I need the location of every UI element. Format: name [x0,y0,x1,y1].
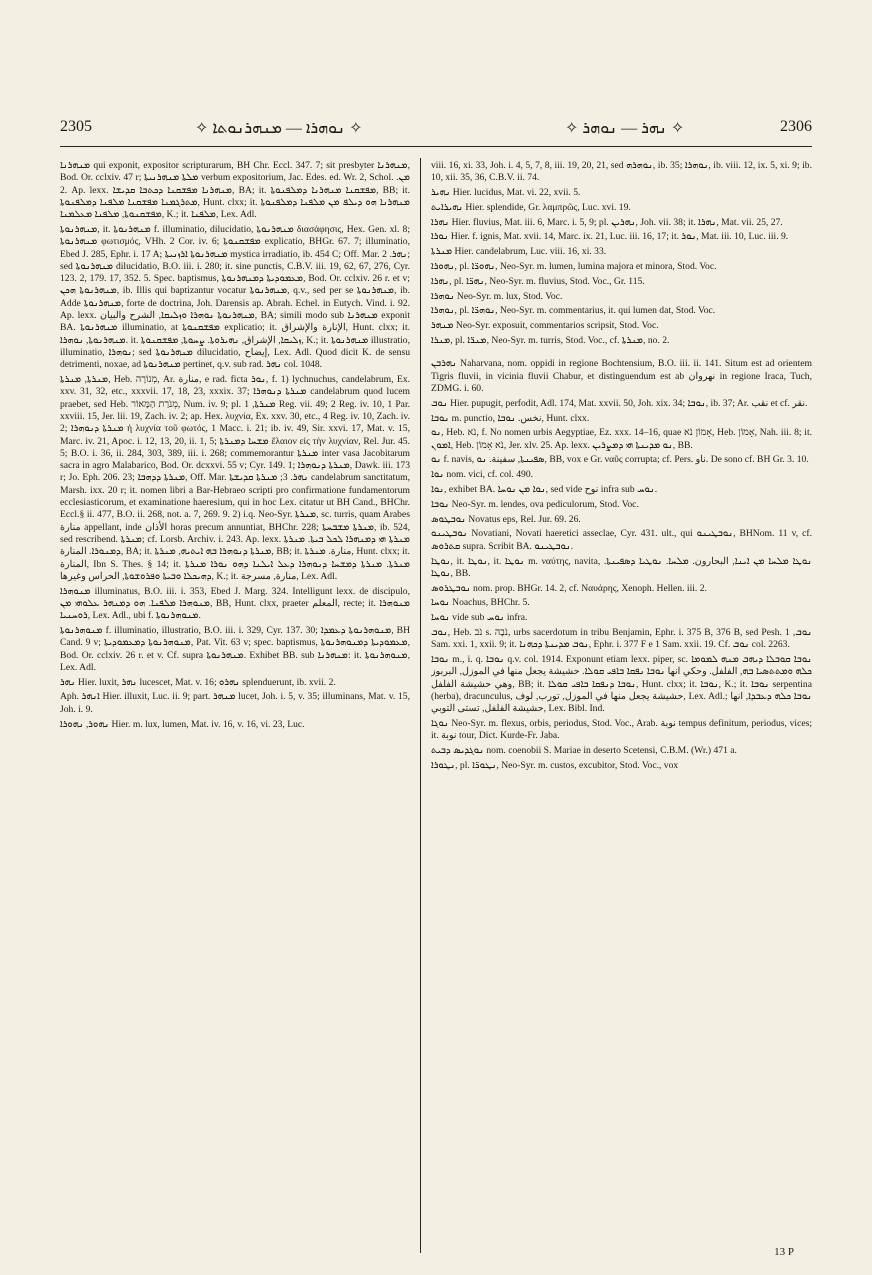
dictionary-entry: ܢܗܝܪܐܝܬ Hier. splendide, Gr. λαμπρῶς, Luc. xvi. 19. [431,201,631,213]
dictionary-entry: ܡܢܘܗܪܐ illuminatus, B.O. iii. i. 353, Ebed J. Marg. 324. Intelligunt lexx. de discipulo, ܡܢܘܗܪܐ ܡܠܦܢܐ. ܗܘ ܕܡܢܗܪ ܥܠܘܗܝ ܡܢ, BB, Hunt. clxx, praeter المعلم, recte; it. ܡܢܘܗܪܐ ܪܘܚܢܝܐ, Lex. Adl., ubi f. ܡܢܘܗܪܢܘܬܐ. [60,585,410,622]
dictionary-entry: viii. 16, xi. 33, Joh. i. 4, 5, 7, 8, iii. 19, 20, 21, sed ܢܘܗܪܗ, ib. 35; ܢܘܗܪܐ, ib. viii. 12, ix. 5, xi. 9; ib. 10, xii. 35, 36, C.B.V. ii. 74. [431,160,812,184]
page-number-right: 2306 [780,118,812,135]
dictionary-entry: ܢܘܒ Hier. pupugit, perfodit, Adl. 174, Mat. xxvii. 50, Joh. xix. 34; ܢܘܒܐ, ib. 37; Ar. نقب et cf. نقر. [431,397,808,409]
signature-mark: 13 P [774,1246,794,1258]
page-number-left: 2305 [60,118,92,135]
dictionary-entry: ܢܘܚܐ Noachus, BHChr. 5. [431,597,530,609]
dictionary-entry: ܢܛܘܪܐ, pl. ܢܛܘܪ̈ܐ, Neo-Syr. m. custos, excubitor, Stod. Voc., vox [431,759,679,771]
dictionary-entry: ܢܘ f. navis, ܣܦܝܢܬܐ, سفينة. ܢܘ, BB, vox e Gr. ναῦς corrupta; cf. Pers. ناو. De sono cf. BH Gr. 3. 10. [431,454,809,466]
dictionary-entry: ܢܗܪܒܢ Naharvana, nom. oppidi in regione Bochtensium, B.O. iii. ii. 141. Situm est ad orientem Tigris fluvii, in vicinia fluvii Chabur, et distinguendum est ab نهروان in regione Iraca, Tuch, ZDMG. i. 60. [431,358,812,394]
dictionary-entry: ܡܢܪܬܐ Hier. candelabrum, Luc. viii. 16, xi. 33. [431,246,607,258]
dictionary-entry: ܢܘܐ, exhibet BA. ܢܘܐ ܡܢ ܢܘܚܐ, sed vide نوح infra sub ܢܘܚ. [431,484,658,496]
dictionary-entry: ܢܘܚܐ vide sub ܢܘܚ infra. [431,612,528,624]
dictionary-entry: Aph. ܐܢܗܪ Hier. illuxit, Luc. ii. 9; part. ܡܢܗܪ lucet, Joh. i. 5, v. 35; illuminans, Mat. v. 15, Joh. i. 9. [60,691,410,715]
dictionary-entry: ܢܘ, Heb. נֹא, f. No nomen urbis Aegyptiae, Ez. xxx. 14–16, quae אָמוֹן נֹא, Heb. אָמוֹן, Nah. iii. 8; it. ܐܡܘܢ, Heb. נֹא אָמוֹן, Jer. xlv. 25. Ap. lexx. ܢܘ ܡܕܝܢܬܐ ܗܝ ܕܡܨܪܝܢ, BB. [431,427,812,451]
dictionary-entry: ܡܢܘܗܪܢܘܬܐ f. illuminatio, illustratio, B.O. iii. i. 329, Cyr. 137. 30; ܡܢܘܗܪܢܘܬܐ ܕܥܡܕܐ, BH Cand. 9 v; ܡܢܘܗܪܢܘܬܐ ܕܡܥܡܘܕܝܬܐ, Pat. Vit. 63 v; spec. baptismus, ܡܥܡܘܕܝܬܐ ܕܡܢܘܗܪܢܘܬܐ, Bod. Or. cclxiv. 26 r. et v. Cf. supra ܡܢܗܪܢܘܬܐ. Exhibet BB. sub ܡܢܗܪܢܐ: it. ܡܢܘܗܪܢܘܬܐ, Lex. Adl. [60,624,410,673]
column-divider [420,158,421,1253]
dictionary-entry: ܡܢܪܐ, pl. ܡܢܪ̈ܐ, Neo-Syr. m. turris, Stod. Voc., cf. ܡܢܪܬܐ, no. 2. [431,335,670,347]
left-column [60,160,410,1252]
dictionary-entry: ܢܘܒܛܪܘܣ nom. prop. BHGr. 14. 2, cf. Ναυάρης, Xenoph. Hellen. iii. 2. [431,582,707,594]
dictionary-entry: ܢܗܪܐ, pl. ܢܗܪ̈ܐ, Neo-Syr. m. fluvius, Stod. Voc., Gr. 115. [431,275,645,287]
dictionary-entry: ܢܘܐ nom. vici, cf. col. 490. [431,469,534,481]
running-title-right: ✧ ܢܗܪ — ܢܘܗܪ ✧ [565,120,685,137]
dictionary-entry: ܢܘܪܐ Hier. f. ignis, Mat. xvii. 14, Marc. ix. 21, Luc. iii. 16, 17; it. ܢܘܪ, Mat. iii. 10, Luc. iii. 9. [431,231,789,243]
dictionary-entry: ܢܘܓܕܝܣ ܕܒܝܬ nom. coenobii S. Mariae in deserto Scetensi, C.B.M. (Wr.) 471 a. [431,745,737,757]
running-header [60,118,812,144]
dictionary-entry: ܢܘܒܛܘܣ Novatus eps, Rel. Jur. 69. 26. [431,513,581,525]
dictionary-entry: ܢܘܗܪܐ, pl. ܢܘܗܪ̈ܐ, Neo-Syr. m. commentarius, it. qui lumen dat, Stod. Voc. [431,305,716,317]
dictionary-entry: ܢܗܘܪܐ, pl. ܢܗܘܪ̈ܐ, Neo-Syr. m. lumen, lumina majora et minora, Stod. Voc. [431,261,717,273]
dictionary-entry: ܢܗܪ Hier. luxit, ܢܗܪ lucescet, Mat. v. 16; ܢܗܪܘ splenduerunt, ib. xvii. 2. [60,676,336,688]
dictionary-entry: ܡܢܪܬܐ, ܡܢܪܬܐ, Heb. מְנוֹרָה, Ar. منارة, e rad. ficta ܢܘܪ, f. 1) lychnuchus, candelabrum, Ex. xxv. 31, 32, etc., xxxvii. 17, 18, 23, xxxix. 37; ܡܢܪܬܐ ܕܢܘܗܪܐ candelabrum quod lucem praebet, sed Heb. מְנֹרַת הַמָּאוֹר, Num. iv. 9; pl. ܡܢܪܬܐ, 1 Reg. vii. 49; 2 Reg. iv. 10, 1 Par. xxviii. 15, Jer. lii. 19, Zach. iv. 2; ap. Hex. λυχνία, Ex. xxv. 30, etc., 4 Reg. iv. 10, Zach. iv. 2; ܡܢܪܬܐ ܕܢܘܗܪܐ ἡ λυχνία τοῦ φωτός, 1 Macc. i. 21; ib. iv. 49, Sir. xxvi. 17, Mat. v. 15, Marc. iv. 21, Apoc. i. 12, 13, 20, ii. 1, 5; ܡܫܚܐ ܕܡܢܪܬܐ ἔλαιον εἰς τὴν λυχνίαν, Rel. Jur. 45. 5; B.O. i. 36, ii. 284, 303, 389, iii. i. 268; commemorantur ܡܢܪܬܐ inter vasa Jacobitarum sacra in agro Malabarico, Bod. Or. dcxxvi. 55 v; Cyr. 149. 1; ܡܢܪܬܐ ܕܢܘܗܪܐ, Dawk. iii. 173 r; Jo. Eph. 206. 23; ܡܢܪܬܐ ܕܕܗܒܐ, Off. Mar. ܢܗܪ. 3; ܡܢܪܬܐ ܩܕܝܫܬܐ candelabrum sanctitatum, Marsh. ixx. 20 r; it. nomen libri a Bar-Hebraeo scripti pro confirmatione fundamentorum ecclesiasticorum, et examinatione haeresium, qui in hoc Lex. citatur ut BH Cand., BHChr. Eccl.§ ii. 477, B.O. ii. 268, not. a. 7, 269. 9. 2) i.q. Neo-Syr. ܡܢܪܬܐ, sc. turris, quam Arabes منارة appellant, inde الأذان horas precum annuntiat, BHChr. 228; ܡܢܪܬܐ ܡܫܒܚܬܐ, ib. 524, sed rescribend. ܡܢܪܬܐ; cf. Lorsb. Archiv. i. 243. Ap. lexx. ܡܢܪܬܐ ܗܝ ܕܡܢܗܪܐ ܠܟܠ ܒܝܬܐ. ܡܢܪܬܐ ܕܡܢܘܪܐ. المنارة, BA; it. ܡܢܪܬܐ ܕܢܘܗܪܐ ܒܗ ܐܝܬܝܗ, ܡܢܪܬܐ, BB; it. منارة. ܡܢܪܬܐ, Hunt. clxx; it. المنارة, Ibn S. Thes. § 14; it. ܡܢܪܬܐ. ܡܢܪܬܐ ܕܡܫܚܐ ܕܢܘܗܪܐ ܕܥܠ ܐܝܠܢܐ ܕܗܘ ܢܘܪܐ ܡܢܪܬܐ ܕܗܝܟܠܐ ܘܒܝܬܐ ܘܦܪܘܫܘܬܐ, الحراس وغيرها, K.; it. منارة, مسرجة, Lex. Adl. [60,374,410,582]
header-rule [60,146,812,147]
dictionary-entry: ܡܢܗܪܢܘܬܐ, it. ܡܢܗܪܢܘܬܐ f. illuminatio, dilucidatio, ܡܢܗܪܢܘܬܐ διασάφησις, Hex. Gen. xl. 8; ܡܢܗܪܢܘܬܐ φωτισμός, VHh. 2 Cor. iv. 6; ܡܦܫܩܢܘܬܐ explicatio, BHGr. 67. 7; illuminatio, Ebed J. 285, Ephr. i. 17 A; ܡܢܗܪܢܘܬܐ ܐܪܙܢܝܬܐ mystica irradiatio, ib. 454 C; Off. Mar. ܢܗܪ. 2; sed ܡܢܗܪܢܘܬܐ dilucidatio, B.O. iii. i. 280; it. sine punctis, C.B.V. iii. 19, 62, 67, 276, Cyr. 123. 2, 179. 17, 352. 5. Spec. baptismus, ܡܥܡܘܕܝܬܐ ܕܡܢܗܪܢܘܬܐ, Bod. Or. cclxiv. 26 r. et v; ܡܢܗܪܢܘܬܐ ܗܟܢ, ib. Illis qui baptizantur vocatur ܡܢܗܪܢܘܬܐ, q.v., sed per se ܡܢܗܪܢܘܬܐ, ib. Adde ܡܢܗܪܢܘܬܐ, forte de doctrina, Joh. Darensis ap. Abrah. Echel. in Eutych. Vind. i. 92. Ap. lexx. ܡܢܗܪܢܘܬܐ ܢܘܗܪܐ ܘܙܠܝܩܐ, الشرح والبيان, BA; simili modo sub ܡܢܗܪܢܐ exponit BA. ܡܢܗܪܢܘܬܐ illuminatio, at ܡܦܫܩܢܘܬܐ explicatio; it. الإنارة والإشراق, Hunt. clxx; it. ܡܢܗܪܢܘܬܐ, ܢܘܗܪܐ. it. ܙܠܝܩܐ, الإشراق, ܢܗܝܪܘܬܐ. ܨܚܘܬܐ, ܡܦܫܩܢܘܬܐ, K.; it. ܡܢܗܪܢܘܬܐ illustratio, illuminatio, ܢܘܗܪܐ; sed ܡܢܗܪܢܘܬܐ dilucidatio, إيضاح, Lex. Adl. Quod dicit K. de sensu detrimenti, noxae, ad ܡܢܗܪܢܘܬܐ pertinet, q.v. sub rad. ܢܗܪ col. 1048. [60,223,410,371]
dictionary-entry: ܢܘܒܐ m., i. q. ܢܘܒܐ q.v. col. 1914. Exponunt etiam lexx. piper, sc. ܢܘܒܐ ܩܘܒܠܐ ܕܝܗܒ ܡܢܗ ܠܡܘܡܐ ܟܠܗ ܘܡܬܬܣܝܐ ܒܗ, الفلفل. وحكي انها ܢܘܒܐ ܢܦܩܐ ܒܐܦܝ ܩܘܠܐ. حشيشة يجعل منها في الموزل, البربوز وهي حشيشة الفلفل, BB; it. ܢܘܒܐ ܕܢܦܩܐ ܒܐܦܝ ܩܘܠܐ, Hunt. clxx; it. ܢܘܒܐ, K.; it. ܢܘܒܐ serpentina (herba), dracunculus, حشيشة يجعل منها في الموزل, تورب, لوف, Lex. Adl.; ܢܘܒܐ ܟܠܗ ܕܥܒܕܐ, انها حشيشة الفلفل, تستى التوبي, Lex. Bibl. Ind. [431,654,812,715]
dictionary-entry: ܢܘܒܐ Neo-Syr. m. lendes, ova pediculorum, Stod. Voc. [431,498,639,510]
dictionary-entry: ܢܗܝܪ Hier. lucidus, Mat. vi. 22, xvii. 5. [431,187,581,199]
dictionary-entry: ܢܗܪܐ Hier. fluvius, Mat. iii. 6, Marc. i. 5, 9; pl. ܢܗܪܝܢ, Joh. vii. 38; it. ܢܗܪܐ, Mat. vii. 25, 27. [431,216,783,228]
dictionary-entry: ܡܢܗܪܢܐ qui exponit, expositor scripturarum, BH Chr. Eccl. 347. 7; sit presbyter ܡܢܗܪܢܐ, Bod. Or. cclxiv. 47 r; ܡܠܬܐ ܡܢܗܪܢܝܬܐ verbum expositorium, Jac. Edes. ed. Wr. 2, Schol. ܡܢ. 2. Ap. lexx. ܡܢܗܪܢܐ ܡܦܫܩܢܐ ܕܟܬܒܐ ܩܕܝܫܐ, BA; it. ܡܦܫܩܢܐ ܡܢܗܪܢܐ ܕܡܠܦܢܘܬܐ, BB; it. ܡܬܪܓܡܢܐ ܡܦܫܩܢܐ ܡܠܦܢܐ ܕܡܠܦܢܘܬܐ, Hunt. clxx; it. ܡܢܗܪܢܐ ܗܘ ܕܝܠܦ ܡܢ ܡܠܦܢܐ ܕܡܠܦܢܘܬܐ ܡܦܫܩܢܘܬܐ, ܡܠܦܢܐ ܡܥܠܡܢܐ, K.; it. ܡܠܦܢܐ, Lex. Adl. [60,160,410,221]
dictionary-entry: ܢܘܛܐ, it. ܢܘܛܐ, it. ܢܘܛܐ m. ναύτης, navita, ܢܘܛܐ ܡܠܚܐ ܡܢ ܐܝܢܐ, البحارون. ܡܠܚܐ. ܢܘܛܝܐ ܕܣܦܝܢܬܐ. ܢܘܛܐ, BB. [431,555,812,579]
dictionary-entry: ܢܘܒ, Heb. נֹב s. נֹבֶה, urbs sacerdotum in tribu Benjamin, Ephr. i. 375 B, 376 B, sed Pesh. ܢܘܒ, 1 Sam. xxi. 1, xxii. 9; it. ܢܘܒ ܡܕܝܢܬܐ ܕܟܗܢܐ, Ephr. i. 377 F e 1 Sam. xxii. 19. Cf. ܢܘܒ col. 2263. [431,627,812,651]
dictionary-entry: ܢܘܗܪܐ Neo-Syr. m. lux, Stod. Voc. [431,290,563,302]
dictionary-entry: ܢܘܒܛܝܢܘ Novatiani, Novati haeretici asseclae, Cyr. 431. ult., qui ܢܘܒܛܝܢܘ, BHNom. 11 v, cf. ܩܬܪܘܣ supra. Scribit BA. ܢܘܒܛܝܢܘ. [431,528,812,552]
dictionary-entry: ܢܘܓܐ Neo-Syr. m. flexus, orbis, periodus, Stod. Voc., Arab. نوبة tempus definitum, periodus, vices; it. نوبة tour, Dict. Kurde-Fr. Jaba. [431,718,812,742]
dictionary-entry: ܢܘܒܐ m. punctio, نخس. ܢܘܒܐ, Hunt. clxx. [431,412,590,424]
dictionary-entry: ܢܗܘܪ, ܢܗܘܪܐ Hier. m. lux, lumen, Mat. iv. 16, v. 16, vi. 23, Luc. [60,718,305,730]
right-column [431,160,812,1252]
dictionary-entry: ܡܢܗܪ Neo-Syr. exposuit, commentarios scripsit, Stod. Voc. [431,320,659,332]
running-title-left: ✧ ܢܘܗܪܐ — ܡܢܗܪܢܘܬܐ ✧ [195,120,363,137]
